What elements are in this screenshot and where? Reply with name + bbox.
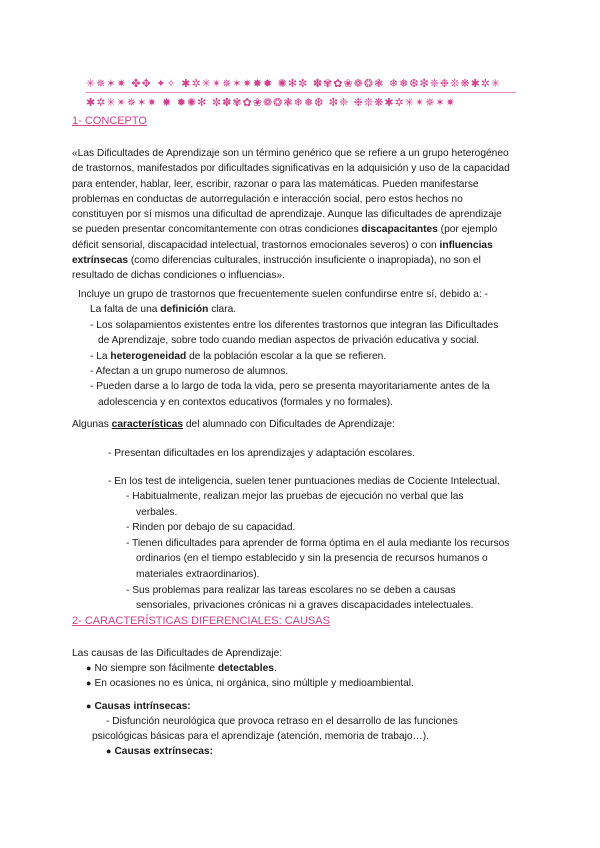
section-heading-concepto: 1- CONCEPTO <box>72 115 147 127</box>
bullet-icon: ● <box>86 701 92 711</box>
sublist-item-continuation: materiales extraordinarios). <box>136 568 260 580</box>
bullet-item: ● En ocasiones no es única, ni orgánica, sino múltiple y medioambiental. <box>86 678 414 690</box>
list-item: La falta de una definición clara. <box>90 304 237 316</box>
decorative-divider <box>86 92 516 93</box>
decorative-header-line-2: ✱✲✳✴✵✶✷ ✸ ✹✺✻ ✼✽✾✿❀❁❂❃❄❅❆ ❇❈ ❉❊❋✱✲✳✴✵✶✷ <box>86 96 456 109</box>
bullet-item: ● No siempre son fácilmente detectables. <box>86 663 277 674</box>
list-item: - Afectan a un grupo numeroso de alumnos. <box>90 366 289 378</box>
characteristic-item: - En los test de inteligencia, suelen tener puntuaciones medias de Cociente Intelectual. <box>108 476 500 487</box>
extrinsic-causes-label: ● Causas extrínsecas: <box>106 746 213 757</box>
emphasis: extrínsecas <box>72 255 129 267</box>
characteristics-intro: Algunas características del alumnado con Dificultades de Aprendizaje: <box>72 419 395 430</box>
list-item-continuation: adolescencia y en contextos educativos (formales y no formales). <box>98 396 394 408</box>
sublist-item-continuation: verbales. <box>136 506 178 518</box>
confusion-list <box>78 287 498 410</box>
definition-paragraph <box>72 146 510 284</box>
text-line: resultado de dichas condiciones o influencias». <box>72 270 285 282</box>
sublist-item-continuation: sensoriales, privaciones crónicas ni a graves discapacidades intelectuales. <box>136 600 474 612</box>
text-line: de trastornos, manifestados por dificultades significativas en la adquisición y uso de la capacidad <box>72 163 510 175</box>
text-line: constituyen por sí mismos una dificultad de aprendizaje. Aunque las dificultades de aprendizaje <box>72 209 502 221</box>
text-line: psicológicas básicas para el aprendizaje (atención, memoria de trabajo…). <box>92 731 429 743</box>
text-line: «Las Dificultades de Aprendizaje son un término genérico que se refiere a un grupo heterogéneo <box>72 148 509 159</box>
causes-intro: Las causas de las Dificultades de Aprendizaje: <box>72 648 283 659</box>
intrinsic-causes-text <box>92 714 458 745</box>
decorative-header-line-1: ✳✵✶✷ ✤✥ ✦✧ ✱✲✳✴✵✶✷✸✹ ✺✻✼ ✽✾✿❀❁❂❃ ❄❅❆❇❈❉❊❋✱✲✳ <box>86 77 502 90</box>
sublist-item: - Sus problemas para realizar las tareas escolares no se deben a causas <box>126 584 456 596</box>
text-line: - Disfunción neurológica que provoca retraso en el desarrollo de las funciones <box>106 716 458 727</box>
emphasis-underlined: características <box>111 419 184 430</box>
bullet-icon: ● <box>86 663 92 673</box>
emphasis: detectables <box>217 663 274 674</box>
list-item: - Los solapamientos existentes entre los diferentes trastornos que integran las Dificultades <box>90 319 499 331</box>
intrinsic-causes-label: ● Causas intrínsecas: <box>86 701 191 712</box>
sublist-item: - Rinden por debajo de su capacidad. <box>126 522 296 534</box>
causes-bullets <box>86 661 414 692</box>
bullet-icon: ● <box>86 678 92 689</box>
emphasis: definición <box>160 304 209 316</box>
section-heading-causas: 2- CARACTERÍSTICAS DIFERENCIALES: CAUSAS <box>72 615 330 627</box>
characteristic-sublist <box>126 489 509 614</box>
list-intro: Incluye un grupo de trastornos que frecuentemente suelen confundirse entre sí, debido a: - <box>78 289 489 300</box>
text-line: déficit sensorial, discapacidad intelectual, trastornos emocionales severos) o con influencias <box>72 239 493 251</box>
emphasis: heterogeneidad <box>110 350 187 362</box>
characteristic-item: - Presentan dificultades en los aprendizajes y adaptación escolares. <box>108 448 415 459</box>
emphasis: discapacitantes <box>361 224 438 236</box>
sublist-item: - Tienen dificultades para aprender de forma óptima en el aula mediante los recursos <box>126 537 510 549</box>
text-line: problemas en conductas de autorregulación e interacción social, pero estos hechos no <box>72 193 463 205</box>
emphasis: influencias <box>439 239 493 251</box>
text-line: para entender, hablar, leer, escribir, razonar o para las matemáticas. Pueden manifestarse <box>72 178 479 190</box>
list-item-continuation: de Aprendizaje, sobre todo cuando median aspectos de privación educativa y social. <box>98 335 480 347</box>
text-line: se pueden presentar concomitantemente con otras condiciones discapacitantes (por ejemplo <box>72 224 498 236</box>
list-item: - Pueden darse a lo largo de toda la vida, pero se presenta mayoritariamente antes de la <box>90 381 490 393</box>
sublist-item: - Habitualmente, realizan mejor las pruebas de ejecución no verbal que las <box>126 491 464 502</box>
sublist-item-continuation: ordinarios (en el tiempo establecido y sin la presencia de recursos humanos o <box>136 553 488 565</box>
list-item: - La heterogeneidad de la población escolar a la que se refieren. <box>90 350 387 362</box>
text-line: extrínsecas (como diferencias culturales, instrucción insuficiente o inapropiada), no son el <box>72 255 481 267</box>
bullet-icon: ● <box>106 746 112 756</box>
